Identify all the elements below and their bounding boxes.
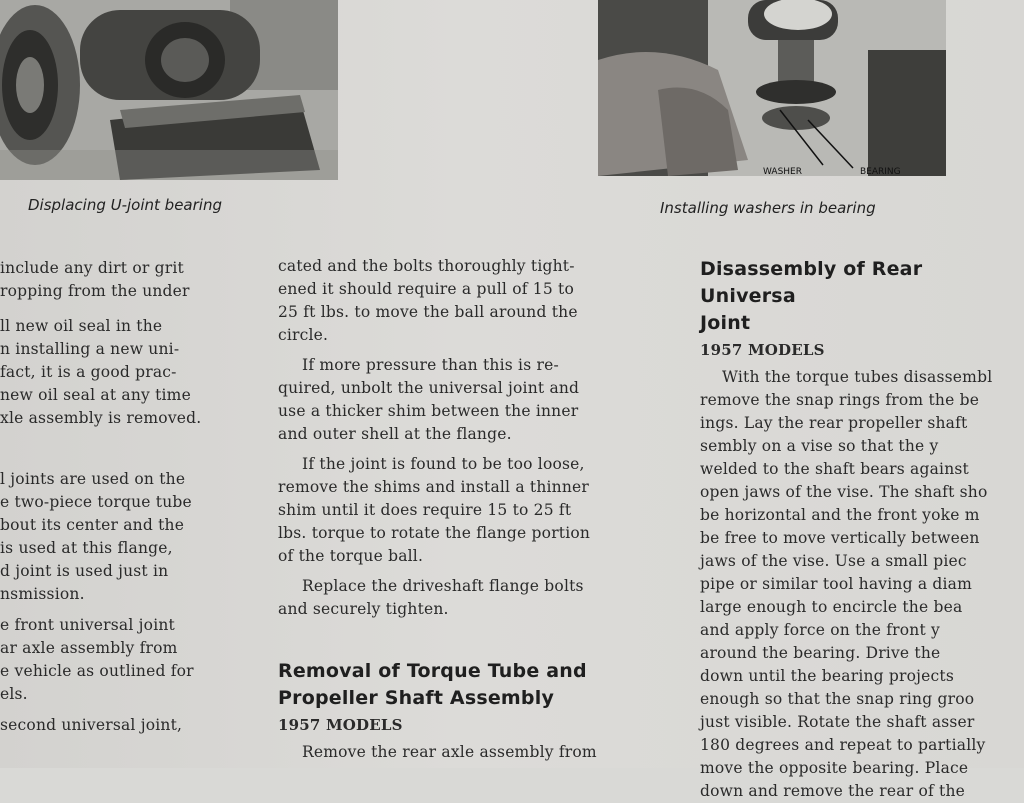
text-line: enough so that the snap ring groo bbox=[700, 690, 975, 708]
text-line: cated and the bolts thoroughly tight- bbox=[278, 257, 575, 275]
text-line: and apply force on the front y bbox=[700, 621, 940, 639]
text-line: and securely tighten. bbox=[278, 600, 449, 618]
text-line: ropping from the under bbox=[0, 282, 190, 300]
text-line: use a thicker shim between the inner bbox=[278, 402, 579, 420]
text-line: ened it should require a pull of 15 to bbox=[278, 280, 575, 298]
text-line: fact, it is a good prac- bbox=[0, 363, 177, 381]
right-photo-caption: Installing washers in bearing bbox=[660, 199, 876, 217]
text-line: If more pressure than this is re- bbox=[302, 356, 559, 374]
text-line: ar axle assembly from bbox=[0, 639, 178, 657]
text-line: 180 degrees and repeat to partially bbox=[700, 736, 986, 754]
text-line: include any dirt or grit bbox=[0, 259, 184, 277]
text-line: circle. bbox=[278, 326, 329, 344]
column-left bbox=[0, 257, 250, 737]
text-line: els. bbox=[0, 685, 28, 703]
text-line: be horizontal and the front yoke m bbox=[700, 506, 980, 524]
text-line: new oil seal at any time bbox=[0, 386, 191, 404]
section-heading-disassembly-line2: Joint bbox=[700, 312, 751, 334]
text-line: e two-piece torque tube bbox=[0, 493, 192, 511]
text-line: welded to the shaft bears against bbox=[700, 460, 969, 478]
paragraph bbox=[278, 575, 678, 621]
text-line: down and remove the rear of the bbox=[700, 782, 966, 800]
text-line: 25 ft lbs. to move the ball around the bbox=[278, 303, 578, 321]
washers-in-bearing-photo bbox=[598, 0, 946, 176]
paragraph bbox=[278, 255, 678, 347]
text-line: ings. Lay the rear propeller shaft bbox=[700, 414, 968, 432]
text-line: around the bearing. Drive the bbox=[700, 644, 941, 662]
paragraph bbox=[278, 453, 678, 568]
text-line: bout its center and the bbox=[0, 516, 185, 534]
text-line: Remove the rear axle assembly from bbox=[302, 743, 597, 761]
u-joint-bearing-photo bbox=[0, 0, 338, 180]
section-heading-removal: Removal of Torque Tube and bbox=[278, 660, 587, 682]
section-heading-removal-line2: Propeller Shaft Assembly bbox=[278, 687, 555, 709]
text-line: of the torque ball. bbox=[278, 547, 424, 565]
section-heading-disassembly: Disassembly of Rear Universa bbox=[700, 258, 923, 307]
u-joint-illustration bbox=[0, 0, 338, 180]
text-line: pipe or similar tool having a diam bbox=[700, 575, 973, 593]
washer-label: WASHER bbox=[763, 167, 802, 177]
text-line: and outer shell at the flange. bbox=[278, 425, 512, 443]
column-middle bbox=[278, 255, 678, 764]
text-line: n installing a new uni- bbox=[0, 340, 180, 358]
text-line: quired, unbolt the universal joint and bbox=[278, 379, 580, 397]
text-line: down until the bearing projects bbox=[700, 667, 955, 685]
text-line: open jaws of the vise. The shaft sho bbox=[700, 483, 988, 501]
bearing-installation-illustration bbox=[598, 0, 946, 176]
text-line: d joint is used just in bbox=[0, 562, 169, 580]
text-line: l joints are used on the bbox=[0, 470, 186, 488]
text-line: sembly on a vise so that the y bbox=[700, 437, 939, 455]
left-photo-caption: Displacing U-joint bearing bbox=[28, 196, 222, 214]
column-right bbox=[700, 256, 1024, 803]
text-line: If the joint is found to be too loose, bbox=[302, 455, 585, 473]
text-line: is used at this flange, bbox=[0, 539, 173, 557]
text-line: jaws of the vise. Use a small piec bbox=[700, 552, 967, 570]
text-line: be free to move vertically between bbox=[700, 529, 980, 547]
text-line bbox=[0, 430, 250, 468]
text-line: second universal joint, bbox=[0, 716, 183, 734]
text-line: just visible. Rotate the shaft asser bbox=[700, 713, 975, 731]
text-line: remove the snap rings from the be bbox=[700, 391, 980, 409]
models-subheading: 1957 MODELS bbox=[700, 341, 825, 359]
models-subheading: 1957 MODELS bbox=[278, 716, 403, 734]
text-line: lbs. torque to rotate the flange portion bbox=[278, 524, 591, 542]
bearing-label: BEARING bbox=[860, 167, 901, 177]
text-line: ll new oil seal in the bbox=[0, 317, 163, 335]
text-line bbox=[0, 303, 250, 315]
text-line: Replace the driveshaft flange bolts bbox=[302, 577, 584, 595]
text-line: xle assembly is removed. bbox=[0, 409, 202, 427]
text-line: large enough to encircle the bea bbox=[700, 598, 963, 616]
text-line: nsmission. bbox=[0, 585, 85, 603]
text-line: remove the shims and install a thinner bbox=[278, 478, 590, 496]
text-line: shim until it does require 15 to 25 ft bbox=[278, 501, 572, 519]
text-line: With the torque tubes disassembl bbox=[722, 368, 993, 386]
text-line: e vehicle as outlined for bbox=[0, 662, 194, 680]
text-line: move the opposite bearing. Place bbox=[700, 759, 969, 777]
text-line: e front universal joint bbox=[0, 616, 175, 634]
paragraph bbox=[278, 354, 678, 446]
